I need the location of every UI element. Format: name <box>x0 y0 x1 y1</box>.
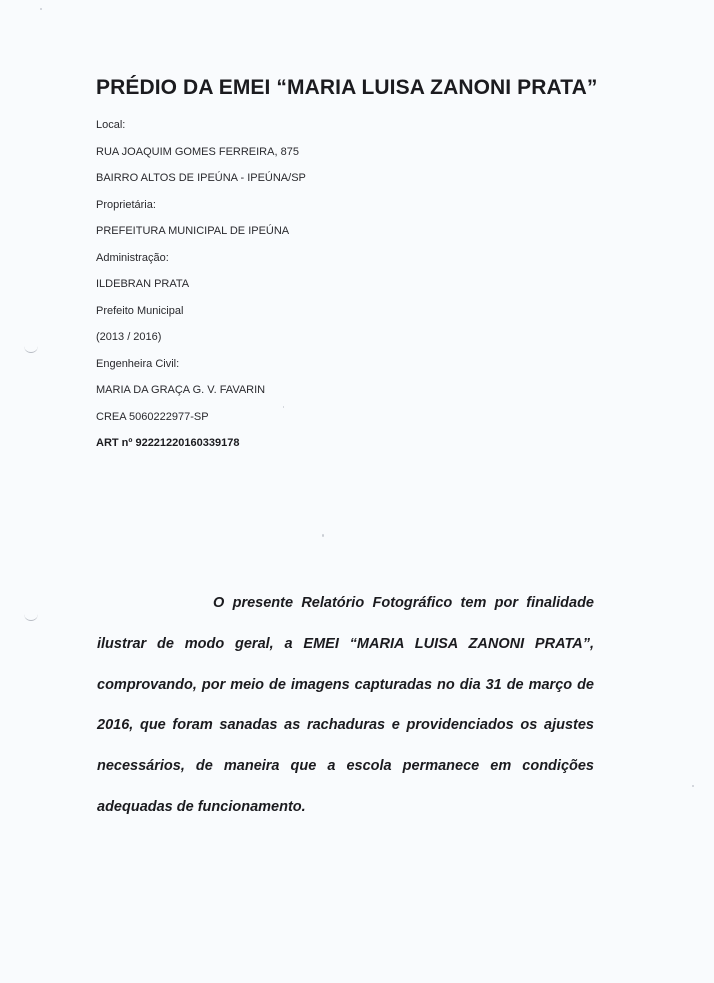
info-owner: PREFEITURA MUNICIPAL DE IPEÚNA <box>96 225 290 237</box>
info-administrator-role: Prefeito Municipal <box>96 304 184 317</box>
info-address-street: RUA JOAQUIM GOMES FERREIRA, 875 <box>96 145 299 158</box>
info-art-number: ART nº 92221220160339178 <box>96 437 240 449</box>
scan-speck <box>40 8 42 10</box>
scan-speck <box>322 534 324 537</box>
scan-speck <box>692 785 694 787</box>
info-administration-term: (2013 / 2016) <box>96 331 162 343</box>
info-label-engineer: Engenheira Civil: <box>96 357 180 370</box>
info-administrator-name: ILDEBRAN PRATA <box>96 278 190 290</box>
info-label-owner: Proprietária: <box>96 198 156 211</box>
info-address-district: BAIRRO ALTOS DE IPEÚNA - IPEÚNA/SP <box>96 172 306 184</box>
scan-mark <box>24 344 38 353</box>
scan-mark <box>24 612 38 621</box>
document-title: PRÉDIO DA EMEI “MARIA LUISA ZANONI PRATA” <box>96 76 598 99</box>
building-info <box>96 118 596 463</box>
info-label-administration: Administração: <box>96 251 169 264</box>
report-paragraph: O presente Relatório Fotográfico tem por finalidade ilustrar de modo geral, a EMEI “MARIA LUISA ZANONI PRATA”, comprovando, por meio de imagens capturadas no dia 31 de março de 2016, que foram sanadas as rachaduras e providenciados os ajustes necessários, de maneira que a escola permanece em condições adequadas de funcionamento. <box>97 595 594 815</box>
info-engineer-crea: CREA 5060222977-SP <box>96 410 209 423</box>
info-label-local: Local: <box>96 119 126 131</box>
info-engineer-name: MARIA DA GRAÇA G. V. FAVARIN <box>96 384 266 396</box>
